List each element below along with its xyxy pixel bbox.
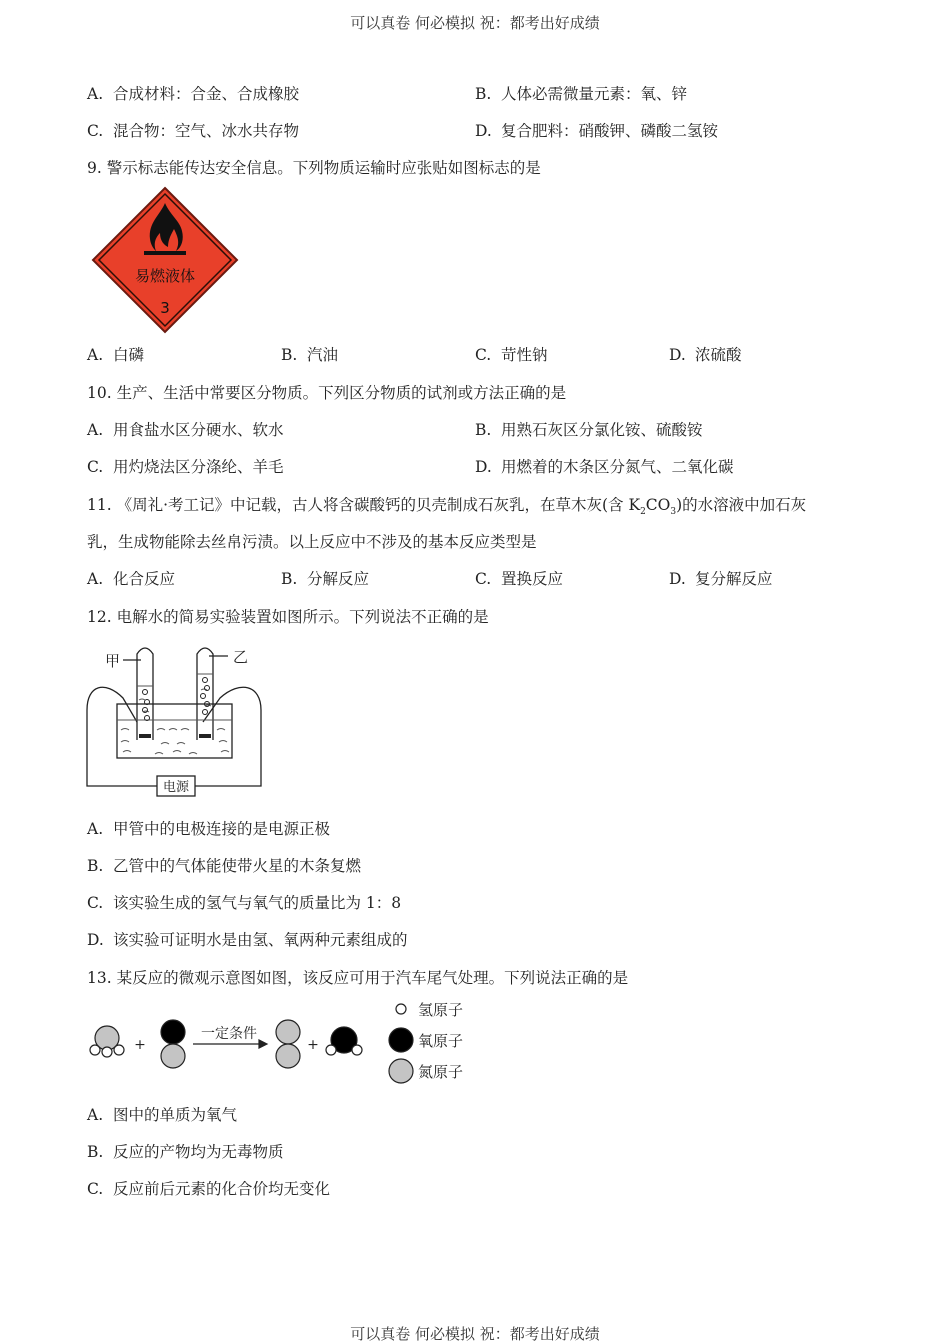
option-text: 甲管中的电极连接的是电源正极: [113, 820, 331, 838]
q9-option-b[interactable]: [281, 343, 338, 365]
option-label: B.: [281, 570, 298, 588]
q13-option-b[interactable]: [87, 1140, 284, 1162]
option-text: 混合物：空气、冰水共存物: [113, 122, 300, 140]
option-text: 分解反应: [307, 570, 370, 588]
option-label: C.: [87, 894, 104, 912]
q13-stem: 13. 某反应的微观示意图如图，该反应可用于汽车尾气处理。下列说法正确的是: [87, 969, 629, 987]
option-text: 置换反应: [501, 570, 564, 588]
q9-option-d[interactable]: [669, 343, 742, 365]
option-text: 合成材料：合金、合成橡胶: [113, 85, 300, 103]
q13-option-a[interactable]: [87, 1103, 237, 1125]
legend-nitrogen-icon: [389, 1059, 413, 1083]
ammonia-molecule: [90, 1026, 124, 1057]
plus-sign: +: [134, 1037, 146, 1053]
q11-stem-line2: 乳，生成物能除去丝帛污渍。以上反应中不涉及的基本反应类型是: [87, 533, 537, 551]
option-label: B.: [87, 857, 104, 875]
option-text: 用燃着的木条区分氮气、二氧化碳: [501, 458, 734, 476]
legend-oxygen-label: 氧原子: [418, 1032, 464, 1050]
option-label: D.: [87, 931, 104, 949]
legend-oxygen-icon: [389, 1028, 413, 1052]
q8-option-a[interactable]: [87, 82, 299, 104]
q8-option-c[interactable]: [87, 119, 299, 141]
option-text: 复分解反应: [695, 570, 773, 588]
q9-option-a[interactable]: [87, 343, 144, 365]
reaction-diagram: [85, 996, 485, 1088]
legend-nitrogen-label: 氮原子: [418, 1063, 464, 1081]
q10-option-b[interactable]: [475, 418, 703, 440]
option-label: D.: [475, 458, 492, 476]
option-label: C.: [475, 346, 492, 364]
power-label: 电源: [162, 780, 190, 795]
q8-option-b[interactable]: [475, 82, 687, 104]
option-label: A.: [87, 820, 104, 838]
option-text: 化合反应: [113, 570, 176, 588]
q12-option-d[interactable]: [87, 928, 408, 950]
option-label: C.: [87, 458, 104, 476]
flammable-liquid-sign: [90, 185, 240, 335]
option-text: 用食盐水区分硬水、软水: [113, 421, 284, 439]
option-text: 反应的产物均为无毒物质: [113, 1143, 284, 1161]
option-label: A.: [87, 85, 104, 103]
option-label: A.: [87, 346, 104, 364]
electrode-left: [139, 734, 151, 738]
option-label: B.: [87, 1143, 104, 1161]
option-text: 浓硫酸: [695, 346, 742, 364]
q11-stem: [87, 493, 806, 517]
option-text: 用熟石灰区分氯化铵、硫酸铵: [501, 421, 703, 439]
legend-hydrogen-label: 氢原子: [418, 1001, 464, 1019]
option-label: B.: [281, 346, 298, 364]
option-text: 乙管中的气体能使带火星的木条复燃: [113, 857, 362, 875]
option-label: B.: [475, 85, 492, 103]
option-text: 用灼烧法区分涤纶、羊毛: [113, 458, 284, 476]
q10-stem: 10. 生产、生活中常要区分物质。下列区分物质的试剂或方法正确的是: [87, 384, 567, 402]
option-label: D.: [669, 346, 686, 364]
q10-option-a[interactable]: [87, 418, 284, 440]
option-text: 该实验可证明水是由氢、氧两种元素组成的: [113, 931, 408, 949]
option-text: 反应前后元素的化合价均无变化: [113, 1180, 331, 1198]
q12-stem: 12. 电解水的简易实验装置如图所示。下列说法不正确的是: [87, 608, 489, 626]
tube-label-right: 乙: [233, 648, 249, 666]
q11-stem-part: 11. 《周礼·考工记》中记载，古人将含碳酸钙的贝壳制成石灰乳，在草木灰(含 K: [87, 496, 641, 514]
option-text: 汽油: [307, 346, 339, 364]
option-label: D.: [475, 122, 492, 140]
tube-label-left: 甲: [105, 652, 121, 670]
q12-option-c[interactable]: [87, 891, 401, 913]
option-text: 图中的单质为氧气: [113, 1106, 238, 1124]
option-label: A.: [87, 570, 104, 588]
q12-option-a[interactable]: [87, 817, 330, 839]
option-text: 复合肥料：硝酸钾、磷酸二氢铵: [501, 122, 719, 140]
arrow-head: [259, 1040, 267, 1048]
q11-stem-part: CO: [645, 496, 671, 514]
q11-stem-part: )的水溶液中加石灰: [676, 496, 807, 514]
q13-option-c[interactable]: [87, 1177, 330, 1199]
reaction-condition: 一定条件: [201, 1026, 257, 1042]
q10-option-c[interactable]: [87, 455, 284, 477]
no-molecule: [161, 1020, 185, 1068]
q11-option-c[interactable]: [475, 567, 563, 589]
water-trough: [117, 704, 232, 758]
option-label: B.: [475, 421, 492, 439]
option-text: 白磷: [113, 346, 145, 364]
electrolysis-apparatus: [85, 640, 270, 800]
option-label: C.: [87, 122, 104, 140]
plus-sign: +: [307, 1037, 319, 1053]
q9-stem: 9. 警示标志能传达安全信息。下列物质运输时应张贴如图标志的是: [87, 159, 541, 177]
option-label: A.: [87, 1106, 104, 1124]
subscript: 2: [640, 507, 646, 518]
water-molecule: [326, 1027, 362, 1055]
option-text: 苛性钠: [501, 346, 548, 364]
option-label: A.: [87, 421, 104, 439]
legend-hydrogen-icon: [396, 1004, 406, 1014]
q10-option-d[interactable]: [475, 455, 734, 477]
q11-option-d[interactable]: [669, 567, 773, 589]
q8-option-d[interactable]: [475, 119, 718, 141]
option-text: 人体必需微量元素：氧、锌: [501, 85, 688, 103]
q11-option-b[interactable]: [281, 567, 369, 589]
page-header: 可以真卷 何必模拟 祝：都考出好成绩: [350, 14, 600, 32]
subscript: 3: [670, 507, 677, 518]
n2-molecule: [276, 1020, 300, 1068]
electrode-right: [199, 734, 211, 738]
option-label: C.: [475, 570, 492, 588]
option-text: 该实验生成的氢气与氧气的质量比为 1：8: [113, 894, 402, 912]
page-footer: 可以真卷 何必模拟 祝：都考出好成绩: [350, 1325, 600, 1343]
q11-option-a[interactable]: [87, 567, 175, 589]
sign-number: 3: [160, 299, 170, 317]
q9-option-c[interactable]: [475, 343, 548, 365]
sign-text: 易燃液体: [134, 267, 196, 285]
water-surface: [117, 674, 232, 754]
option-label: C.: [87, 1180, 104, 1198]
option-label: D.: [669, 570, 686, 588]
q12-option-b[interactable]: [87, 854, 361, 876]
